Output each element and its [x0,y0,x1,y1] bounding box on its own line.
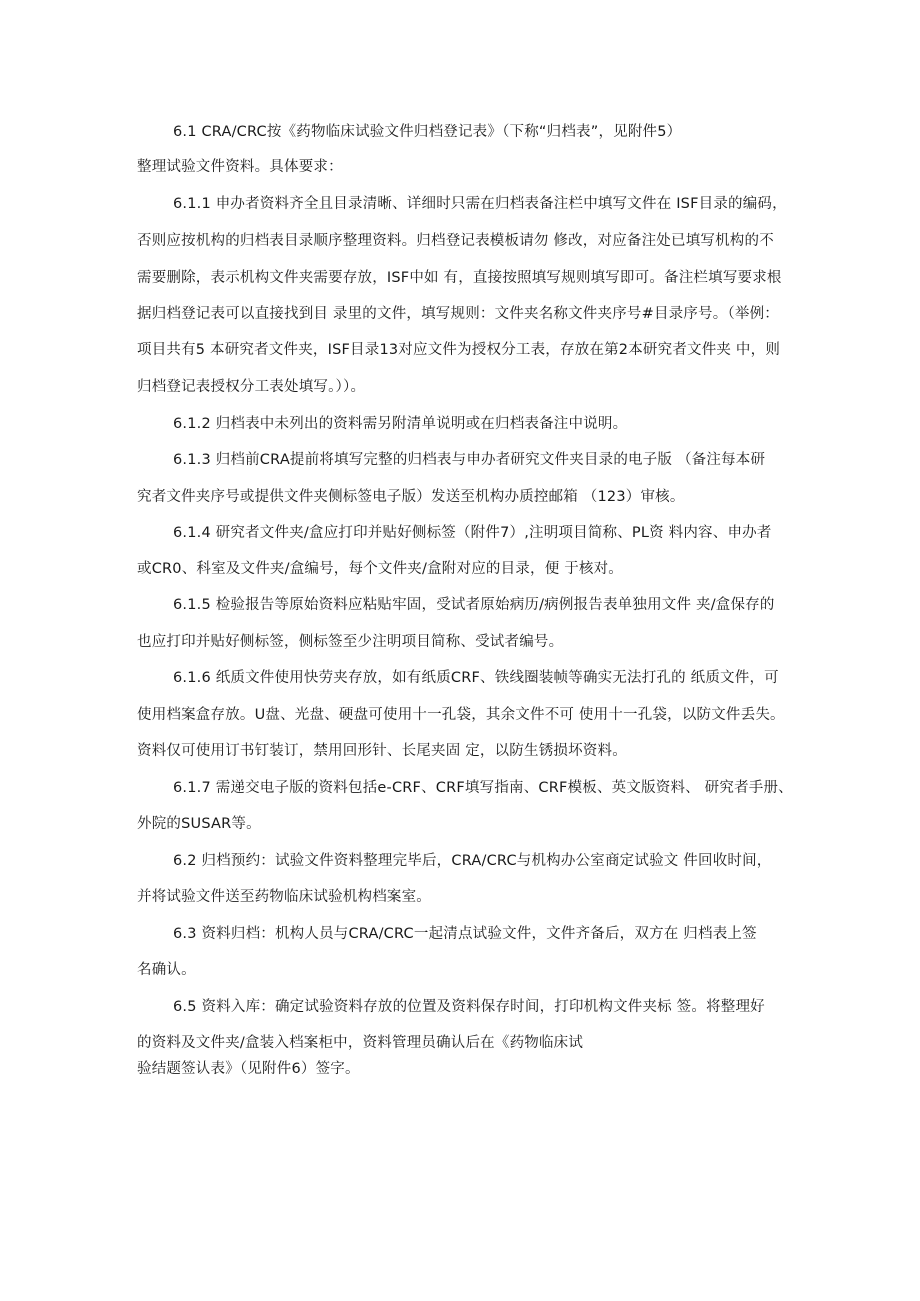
para-6-5-line-3: 验结题签认表》（见附件6）签字。 [137,1061,360,1077]
para-6-1-line-2: 整理试验文件资料。具体要求： [137,159,343,175]
para-6-1-line-1: 6.1 CRA/CRC按《药物临床试验文件归档登记表》（下称“归档表”，见附件5） [173,124,682,140]
para-6-1-1-line-6: 归档登记表授权分工表处填写。））。 [137,379,366,395]
para-6-1-7-line-1: 6.1.7 需递交电子版的资料包括e-CRF、CRF填写指南、CRF模板、英文版资料、 研究者手册、 [173,780,793,796]
para-6-1-5-line-2: 也应打印并贴好侧标签，侧标签至少注明项目简称、受试者编号。 [137,634,564,650]
para-6-1-6-line-1: 6.1.6 纸质文件使用快劳夹存放，如有纸质CRF、铁线圈装帧等确实无法打孔的 纸质文件，可 [173,670,779,686]
para-6-1-3-line-2: 究者文件夹序号或提供文件夹侧标签电子版）发送至机构办质控邮箱 （123）审核。 [137,489,685,505]
para-6-1-4-line-2: 或CR0、科室及文件夹/盒编号，每个文件夹/盒附对应的目录，便 于核对。 [137,561,624,577]
para-6-1-1-line-5: 项目共有5 本研究者文件夹，ISF目录13对应文件为授权分工表，存放在第2本研究者文件夹 中，则 [137,342,781,358]
para-6-1-7-line-2: 外院的SUSAR等。 [137,816,261,832]
para-6-3-line-1: 6.3 资料归档：机构人员与CRA/CRC一起清点试验文件，文件齐备后，双方在 归档表上签 [173,926,757,942]
para-6-3-line-2: 名确认。 [137,962,196,978]
para-6-1-4-line-1: 6.1.4 研究者文件夹/盒应打印并贴好侧标签（附件7）,注明项目简称、PL资 料内容、申办者 [173,525,772,541]
para-6-5-line-1: 6.5 资料入库：确定试验资料存放的位置及资料保存时间，打印机构文件夹标 签。将整理好 [173,999,765,1015]
para-6-2-line-2: 并将试验文件送至药物临床试验机构档案室。 [137,889,431,905]
para-6-1-2-line-1: 6.1.2 归档表中未列出的资料需另附清单说明或在归档表备注中说明。 [173,416,628,432]
para-6-2-line-1: 6.2 归档预约：试验文件资料整理完毕后，CRA/CRC与机构办公室商定试验文 件回收时间， [173,853,772,869]
para-6-1-5-line-1: 6.1.5 检验报告等原始资料应粘贴牢固，受试者原始病历/病例报告表单独用文件 夹/盒保存的 [173,597,775,613]
para-6-1-1-line-2: 否则应按机构的归档表目录顺序整理资料。归档登记表模板请勿 修改，对应备注处已填写机构的不 [137,233,774,249]
para-6-1-1-line-3: 需要删除，表示机构文件夹需要存放，ISF中如 有，直接按照填写规则填写即可。备注栏填写要求根 [137,270,782,286]
para-6-1-6-line-3: 资料仅可使用订书钉装订，禁用回形针、长尾夹固 定，以防生锈损坏资料。 [137,743,627,759]
para-6-1-1-line-4: 据归档登记表可以直接找到目 录里的文件，填写规则：文件夹名称文件夹序号#目录序号。（举例： [137,306,780,322]
para-6-5-line-2: 的资料及文件夹/盒装入档案柜中，资料管理员确认后在《药物临床试 [137,1035,584,1051]
para-6-1-1-line-1: 6.1.1 申办者资料齐全且目录清晰、详细时只需在归档表备注栏中填写文件在 ISF目录的编码， [173,196,787,212]
para-6-1-3-line-1: 6.1.3 归档前CRA提前将填写完整的归档表与申办者研究文件夹目录的电子版 （备注每本研 [173,452,766,468]
para-6-1-6-line-2: 使用档案盒存放。U盘、光盘、硬盘可使用十一孔袋，其余文件不可 使用十一孔袋，以防文件丢失。 [137,707,785,723]
